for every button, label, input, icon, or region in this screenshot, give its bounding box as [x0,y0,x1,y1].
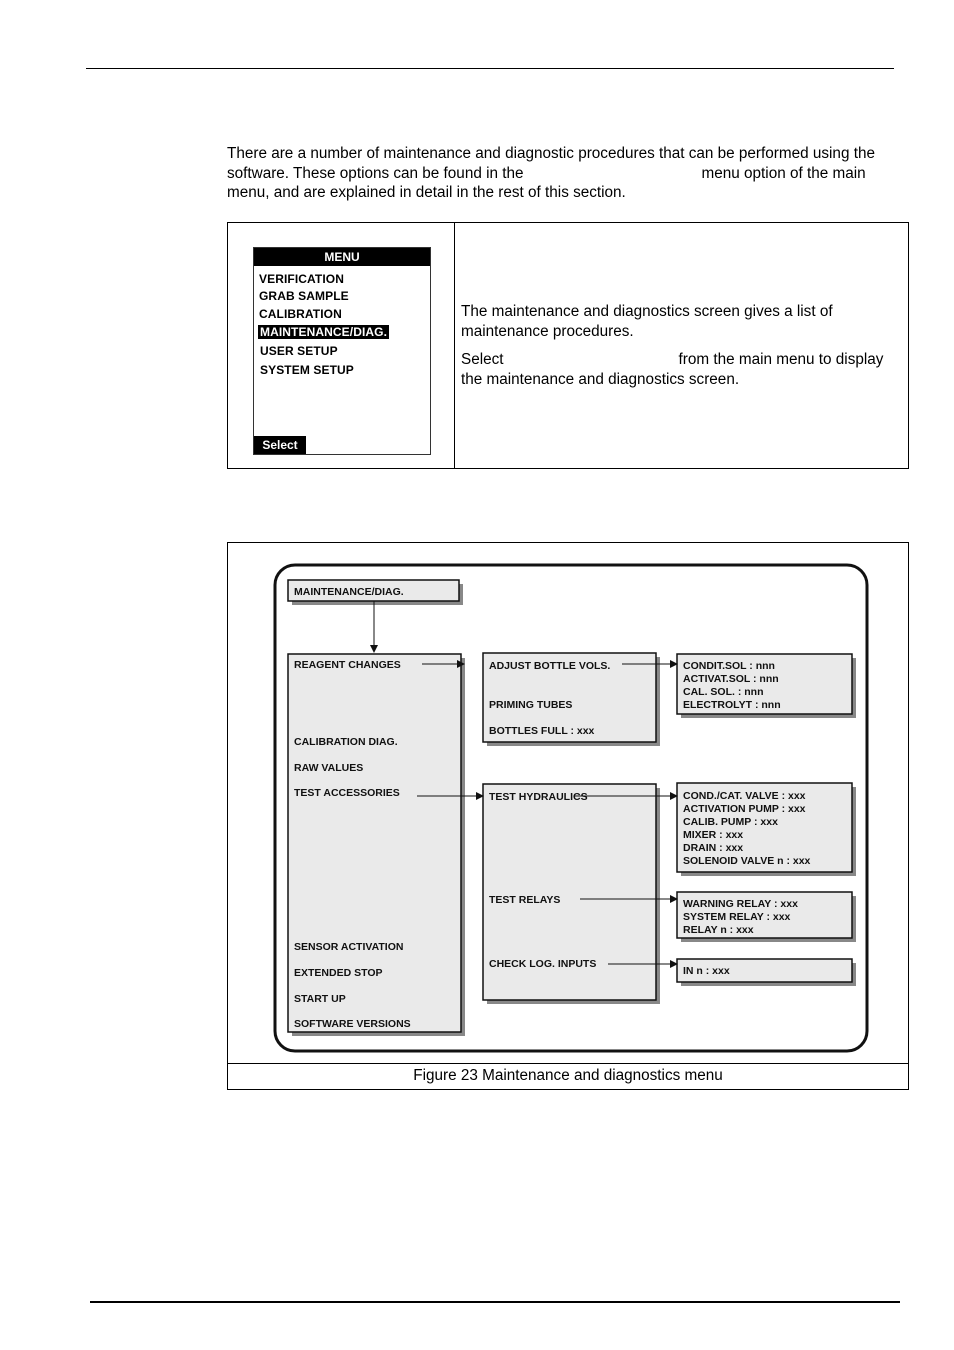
menu-header: MENU [254,248,430,266]
menu-item-verification: VERIFICATION [259,272,344,286]
log-input-item: IN n : xxx [683,965,730,977]
root-label: MAINTENANCE/DIAG. [294,586,404,598]
hydraulics-item: CALIB. PUMP : xxx [683,816,778,828]
table-divider [454,223,455,468]
main-item: SENSOR ACTIVATION [294,941,404,953]
intro-line: menu, and are explained in detail in the rest of this section. [227,184,626,201]
figure-box [227,542,909,1090]
hydraulics-item: MIXER : xxx [683,829,744,841]
main-item: EXTENDED STOP [294,967,383,979]
bottle-vol-item: CONDIT.SOL : nnn [683,660,775,672]
main-item: CALIBRATION DIAG. [294,736,398,748]
description-text: Select [461,351,504,368]
relay-item: WARNING RELAY : xxx [683,898,798,910]
select-softkey: Select [254,436,306,454]
hydraulics-item: DRAIN : xxx [683,842,744,854]
hydraulics-item: COND./CAT. VALVE : xxx [683,790,806,802]
intro-line-part: menu option of the main [701,164,866,182]
reagent-item: ADJUST BOTTLE VOLS. [489,660,611,672]
accessories-item: TEST RELAYS [489,894,561,906]
footer-rule [90,1301,900,1303]
main-item: TEST ACCESSORIES [294,787,400,799]
menu-item-calibration: CALIBRATION [259,307,342,321]
menu-item-system-setup: SYSTEM SETUP [260,363,354,377]
main-item: REAGENT CHANGES [294,659,401,671]
accessories-item: TEST HYDRAULICS [489,791,588,803]
reagent-item: PRIMING TUBES [489,699,573,711]
caption-rule [228,1063,908,1064]
intro-line-part: software. These options can be found in the [227,164,524,182]
accessories-item: CHECK LOG. INPUTS [489,958,597,970]
menu-item-maintenance-selected: MAINTENANCE/DIAG. [260,325,388,339]
maintenance-diagram [228,543,908,1061]
menu-item-user-setup: USER SETUP [260,344,338,358]
relay-item: SYSTEM RELAY : xxx [683,911,791,923]
description-para2 [461,350,901,389]
intro-paragraph [227,144,917,203]
figure-caption: Figure 23 Maintenance and diagnostics menu [413,1067,723,1084]
description-para1: The maintenance and diagnostics screen gives a list of maintenance procedures. [461,303,833,340]
main-item: SOFTWARE VERSIONS [294,1018,411,1030]
reagent-item: BOTTLES FULL : xxx [489,725,595,737]
main-item: START UP [294,993,346,1005]
header-rule [86,68,894,69]
hydraulics-item: ACTIVATION PUMP : xxx [683,803,806,815]
description-text: from the main menu to display the maintenance and diagnostics screen. [461,351,884,388]
menu-item-grab-sample: GRAB SAMPLE [259,289,349,303]
relay-item: RELAY n : xxx [683,924,754,936]
main-item: RAW VALUES [294,762,364,774]
hydraulics-item: SOLENOID VALVE n : xxx [683,855,811,867]
bottle-vol-item: CAL. SOL. : nnn [683,686,764,698]
bottle-vol-item: ELECTROLYT : nnn [683,699,781,711]
menu-screen [253,247,431,455]
intro-line [227,164,917,184]
menu-table [227,222,909,469]
intro-line: There are a number of maintenance and diagnostic procedures that can be performed using the [227,145,875,162]
bottle-vol-item: ACTIVAT.SOL : nnn [683,673,779,685]
